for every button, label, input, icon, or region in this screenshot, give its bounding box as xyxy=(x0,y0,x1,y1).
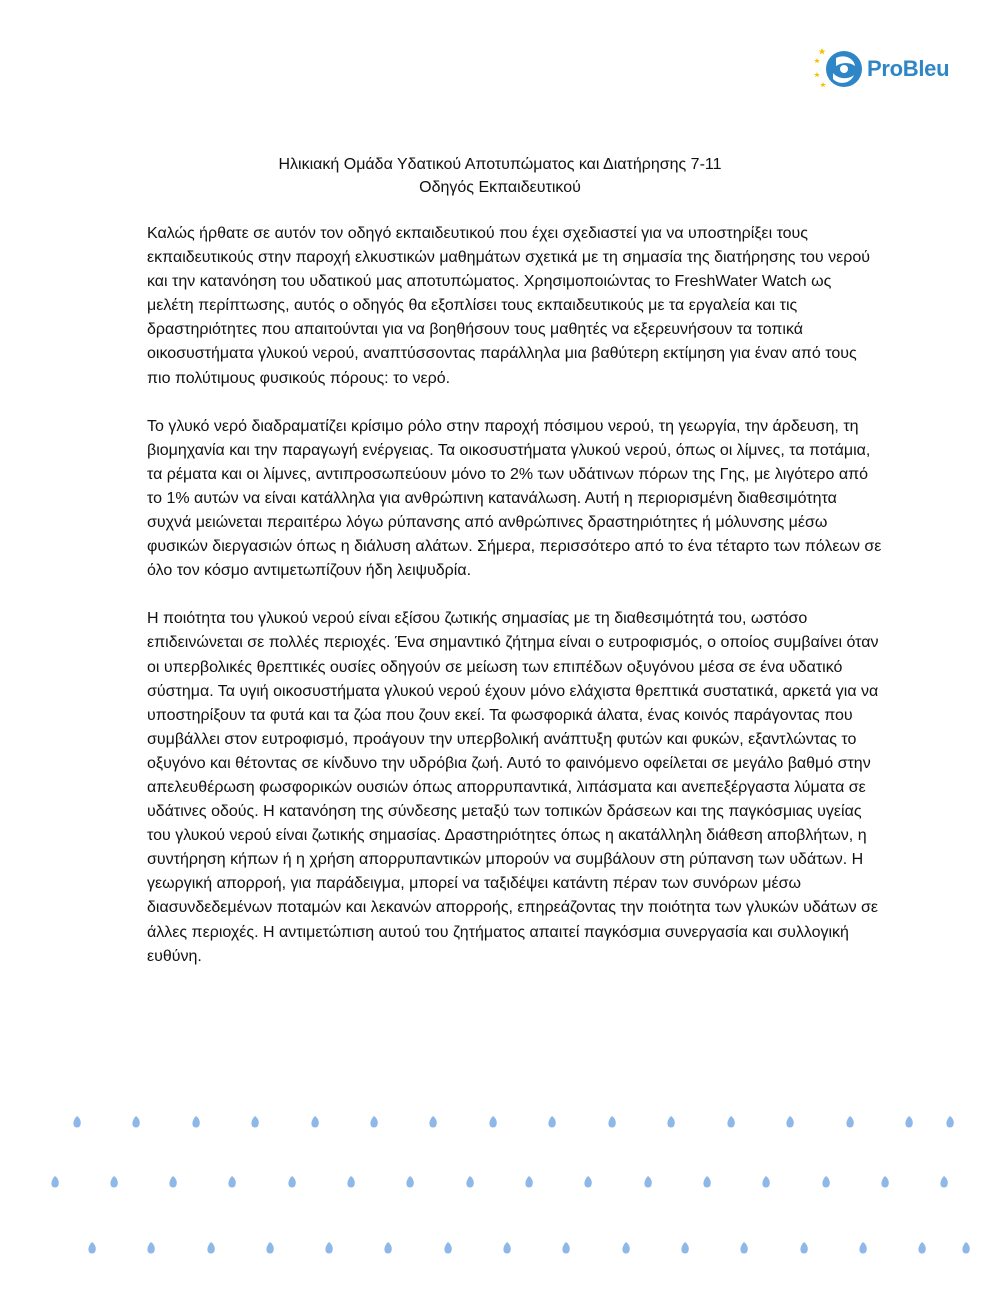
water-drop-icon xyxy=(622,1242,629,1254)
water-drop-icon xyxy=(859,1242,866,1254)
water-drop-icon xyxy=(667,1116,674,1128)
drop-row-3 xyxy=(88,1242,969,1254)
water-drop-icon xyxy=(288,1176,295,1188)
document-body xyxy=(147,222,882,993)
water-drop-icon xyxy=(429,1116,436,1128)
water-drop-icon xyxy=(905,1116,912,1128)
paragraph-freshwater-role: Το γλυκό νερό διαδραματίζει κρίσιμο ρόλο στην παροχή πόσιμου νερού, τη γεωργία, την άρδευση, τη βιομηχανία και την παραγωγή ενέργειας. Τα οικοσυστήματα γλυκού νερού, όπως οι λίμνες, τα ποτάμια, τα ρέματα και οι λίμνες, αντιπροσωπεύουν μόνο το 2% των υδάτινων πόρων της Γης, με λιγότερο από το 1% αυτών να είναι κατάλληλα για ανθρώπινη κατανάλωση. Αυτή η περιορισμένη διαθεσιμότητα συχνά μειώνεται περαιτέρω λόγω ρύπανσης από ανθρώπινες δραστηριότητες ή μόλυνσης μέσω φυσικών διεργασιών όπως η διάλυση αλάτων. Σήμερα, περισσότερο από το ένα τέταρτο των πόλεων σε όλο τον κόσμο αντιμετωπίζουν ήδη λειψυδρία. xyxy=(147,417,882,580)
water-drops-decoration xyxy=(0,1090,1000,1280)
water-drop-icon xyxy=(147,1242,154,1254)
paragraph-intro: Καλώς ήρθατε σε αυτόν τον οδηγό εκπαιδευτικού που έχει σχεδιαστεί για να υποστηρίξει τους εκπαιδευτικούς στην παροχή ελκυστικών μαθημάτων σχετικά με τη σημασία της διατήρησης του νερού και την κατανόηση του υδατικού μας αποτυπώματος. Χρησιμοποιώντας το FreshWater Watch ως μελέτη περίπτωσης, αυτός ο οδηγός θα εξοπλίσει τους εκπαιδευτικούς με τα εργαλεία και τις δραστηριότητες που απαιτούνται για να βοηθήσουν τους μαθητές να εξερευνήσουν τα τοπικά οικοσυστήματα γλυκού νερού, αναπτύσσοντας παράλληλα μια βαθύτερη εκτίμηση για έναν από τους πιο πολύτιμους φυσικούς πόρους: το νερό. xyxy=(147,225,870,387)
water-drop-icon xyxy=(740,1242,747,1254)
water-drop-icon xyxy=(548,1116,555,1128)
water-drop-icon xyxy=(51,1176,58,1188)
probleu-logo xyxy=(814,46,949,92)
water-drop-icon xyxy=(846,1116,853,1128)
probleu-logo-icon xyxy=(814,46,864,92)
water-drop-icon xyxy=(228,1176,235,1188)
water-drop-icon xyxy=(192,1116,199,1128)
water-drop-icon xyxy=(347,1176,354,1188)
paragraph-water-quality: Η ποιότητα του γλυκού νερού είναι εξίσου ζωτικής σημασίας με τη διαθεσιμότητά του, ωστόσο επιδεινώνεται σε πολλές περιοχές. Ένα σημαντικό ζήτημα είναι ο ευτροφισμός, ο οποίος συμβαίνει όταν οι υπερβολικές θρεπτικές ουσίες οδηγούν σε μείωση των επιπέδων οξυγόνου μέσα σε ένα υδατικό σύστημα. Τα υγιή οικοσυστήματα γλυκού νερού έχουν μόνο ελάχιστα θρεπτικά συστατικά, αρκετά για να υποστηρίξουν τα φυτά και τα ζώα που ζουν εκεί. Τα φωσφορικά άλατα, ένας κοινός παράγοντας που συμβάλλει στον ευτροφισμό, προάγουν την υπερβολική ανάπτυξη φυτών και φυκών, εξαντλώντας το οξυγόνο και θέτοντας σε κίνδυνο την υδρόβια ζωή. Αυτό το φαινόμενο οφείλεται σε μεγάλο βαθμό στην απελευθέρωση φωσφορικών ουσιών όπως απορρυπαντικά, λιπάσματα και ανεπεξέργαστα λύματα σε xyxy=(147,610,879,796)
water-drop-icon xyxy=(800,1242,807,1254)
water-drop-icon xyxy=(918,1242,925,1254)
water-drop-icon xyxy=(370,1116,377,1128)
water-drop-icon xyxy=(525,1176,532,1188)
water-drop-icon xyxy=(786,1116,793,1128)
document-title xyxy=(0,153,1000,199)
drop-row-1 xyxy=(73,1116,953,1128)
water-drop-icon xyxy=(822,1176,829,1188)
water-drop-icon xyxy=(384,1242,391,1254)
water-drop-icon xyxy=(251,1116,258,1128)
title-line-2: Οδηγός Εκπαιδευτικού xyxy=(419,179,581,196)
water-drop-icon xyxy=(703,1176,710,1188)
water-drop-icon xyxy=(681,1242,688,1254)
water-drop-icon xyxy=(489,1116,496,1128)
water-drop-icon xyxy=(503,1242,510,1254)
water-drop-icon xyxy=(207,1242,214,1254)
water-drop-icon xyxy=(881,1176,888,1188)
water-drop-icon xyxy=(644,1176,651,1188)
drop-row-2 xyxy=(51,1176,947,1188)
water-drop-icon xyxy=(406,1176,413,1188)
water-drop-icon xyxy=(311,1116,318,1128)
water-drop-icon xyxy=(444,1242,451,1254)
water-drop-icon xyxy=(110,1176,117,1188)
water-drop-icon xyxy=(73,1116,80,1128)
water-drop-icon xyxy=(762,1176,769,1188)
brand-name: ProBleu xyxy=(867,56,950,81)
title-line-1: Ηλικιακή Ομάδα Υδατικού Αποτυπώματος και Διατήρησης 7-11 xyxy=(278,156,722,173)
water-drop-icon xyxy=(946,1116,953,1128)
water-drop-icon xyxy=(88,1242,95,1254)
water-drop-icon xyxy=(266,1242,273,1254)
paragraph-local-global: υδάτινες οδούς. Η κατανόηση της σύνδεσης μεταξύ των τοπικών δράσεων και της παγκόσμιας υγείας του γλυκού νερού είναι ζωτικής σημασίας. Δραστηριότητες όπως η ακατάλληλη διάθεση αποβλήτων, η συντήρηση κήπων ή η χρήση απορρυπαντικών μπορούν να συμβάλουν στη ρύπανση των υδάτων. Η γεωργική απορροή, για παράδειγμα, μπορεί να ταξιδέψει κατάντη πέραν των συνόρων μέσω διασυνδεδεμένων ποταμών και λεκανών απορροής, επηρεάζοντας την ποιότητα των γλυκών υδάτων σε άλλες περιοχές. Η αντιμετώπιση αυτού του ζητήματος απαιτεί παγκόσμια συνεργασία και συλλογική ευθύνη. xyxy=(147,803,879,965)
water-drop-icon xyxy=(727,1116,734,1128)
water-drop-icon xyxy=(325,1242,332,1254)
water-drop-icon xyxy=(584,1176,591,1188)
water-drop-icon xyxy=(132,1116,139,1128)
water-drop-icon xyxy=(962,1242,969,1254)
water-drop-icon xyxy=(169,1176,176,1188)
water-drop-icon xyxy=(562,1242,569,1254)
water-drop-icon xyxy=(466,1176,473,1188)
water-drop-icon xyxy=(608,1116,615,1128)
water-drop-icon xyxy=(940,1176,947,1188)
